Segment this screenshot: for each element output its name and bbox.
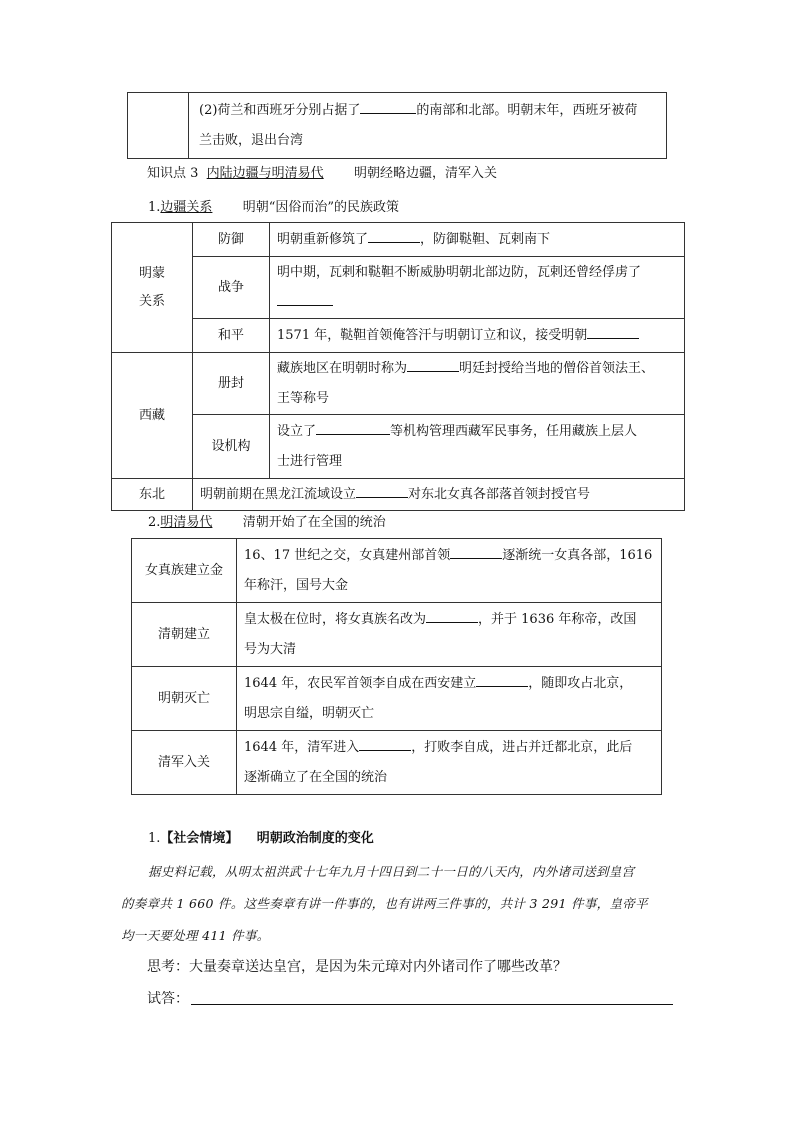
qing-row-label: 女真族建立金 xyxy=(132,539,237,603)
qing-text-2: 逐渐统一女真各部，1616 xyxy=(502,547,653,563)
dongbei-text-2: 对东北女真各部落首领封授官号 xyxy=(408,486,591,502)
qing-text-3: 年称汗，国号大金 xyxy=(244,577,349,593)
qing-text-3: 号为大清 xyxy=(244,641,297,657)
qing-row-label: 清朝建立 xyxy=(132,603,237,667)
blank xyxy=(359,738,411,751)
social-paragraph-line-2: 的奏章共 1 660 件。这些奏章有讲一件事的，也有讲两三件事的，共计 3 291 件事，皇帝平 xyxy=(121,896,648,911)
top-table xyxy=(127,92,667,159)
top-text-3: 兰击败，退出台湾 xyxy=(199,132,304,148)
blank xyxy=(476,674,528,687)
shejigou-content xyxy=(270,415,685,479)
qing-text-2: ，打败李自成，进占并迁都北京，此后 xyxy=(411,739,633,755)
kp-title: 内陆边疆与明清易代 xyxy=(206,166,324,181)
shejigou-label: 设机构 xyxy=(193,415,270,479)
blank xyxy=(407,359,459,372)
blank xyxy=(587,326,639,339)
blank xyxy=(368,230,420,243)
ming-qing-table xyxy=(131,538,662,795)
top-text-2: 的南部和北部。明朝末年，西班牙被荷 xyxy=(416,102,638,118)
cefeng-text-2: 明廷封授给当地的僧俗首领法王、 xyxy=(459,360,655,376)
cefeng-text-3: 王等称号 xyxy=(277,390,330,406)
qing-text-1: 1644 年，农民军首领李自成在西安建立 xyxy=(244,675,477,691)
social-tag: 【社会情境】 xyxy=(160,831,239,846)
blank xyxy=(360,101,416,114)
border-relations-table xyxy=(111,222,685,511)
fangyu-label: 防御 xyxy=(193,223,270,257)
cefeng-content xyxy=(270,353,685,415)
sec2-num: 2. xyxy=(148,515,161,530)
qing-row-label: 明朝灭亡 xyxy=(132,667,237,731)
top-text-1: (2)荷兰和西班牙分别占据了 xyxy=(199,102,361,118)
shejigou-text-2: 等机构管理西藏军民事务，任用藏族上层人 xyxy=(390,423,638,439)
blank xyxy=(316,422,390,435)
social-paragraph-line-3: 均一天要处理 411 件事。 xyxy=(121,928,270,943)
cefeng-label: 册封 xyxy=(193,353,270,415)
qing-text-3: 明思宗自缢，明朝灭亡 xyxy=(244,705,375,721)
xizang-cell: 西藏 xyxy=(112,353,193,479)
qing-text-1: 16、17 世纪之交，女真建州部首领 xyxy=(244,547,451,563)
heping-content xyxy=(270,319,685,353)
answer-line[interactable] xyxy=(191,1003,673,1005)
blank xyxy=(356,485,408,498)
social-paragraph-line-1: 据史料记载，从明太祖洪武十七年九月十四日到二十一日的八天内，内外诸司送到皇宫 xyxy=(148,864,635,879)
qing-row-content xyxy=(237,667,662,731)
shejigou-text-3: 士进行管理 xyxy=(277,453,343,469)
blank xyxy=(277,293,333,306)
blank xyxy=(426,610,478,623)
qing-text-2: ，随即攻占北京， xyxy=(528,675,633,691)
sec2-title: 明清易代 xyxy=(160,515,213,530)
kp-subtitle: 明朝经略边疆，清军入关 xyxy=(353,166,497,181)
sec2-subtitle: 清朝开始了在全国的统治 xyxy=(242,515,386,530)
qing-row-content xyxy=(237,603,662,667)
social-title: 明朝政治制度的变化 xyxy=(256,831,374,846)
sec1-title: 边疆关系 xyxy=(160,200,213,215)
mingmeng-l2: 关系 xyxy=(138,293,165,309)
mingmeng-l1: 明蒙 xyxy=(138,265,165,281)
mingmeng-cell xyxy=(112,223,193,353)
qing-text-3: 逐渐确立了在全国的统治 xyxy=(244,769,388,785)
dongbei-content xyxy=(193,479,685,511)
shejigou-text-1: 设立了 xyxy=(277,423,317,439)
qing-row-label: 清军入关 xyxy=(132,731,237,795)
top-table-empty-cell xyxy=(128,93,189,159)
top-table-content xyxy=(189,93,667,159)
qing-text-1: 1644 年，清军进入 xyxy=(244,739,360,755)
qing-text-2: ，并于 1636 年称帝，改国 xyxy=(478,611,637,627)
zhanzheng-text-1: 明中期，瓦剌和鞑靼不断威胁明朝北部边防，瓦剌还曾经俘虏了 xyxy=(277,264,642,280)
heping-label: 和平 xyxy=(193,319,270,353)
qing-row-content xyxy=(237,731,662,795)
section-2-heading xyxy=(148,513,386,533)
dongbei-text-1: 明朝前期在黑龙江流域设立 xyxy=(200,486,357,502)
kp-prefix: 知识点 3 xyxy=(147,166,199,181)
answer-label: 试答： xyxy=(147,991,189,1007)
zhanzheng-label: 战争 xyxy=(193,257,270,319)
fangyu-content xyxy=(270,223,685,257)
sec1-num: 1. xyxy=(148,200,161,215)
qing-row-content xyxy=(237,539,662,603)
cefeng-text-1: 藏族地区在明朝时称为 xyxy=(277,360,408,376)
knowledge-point-heading xyxy=(147,164,497,184)
section-1-heading xyxy=(148,198,399,218)
fangyu-text-1: 明朝重新修筑了 xyxy=(277,231,369,247)
dongbei-cell: 东北 xyxy=(112,479,193,511)
qing-text-1: 皇太极在位时，将女真族名改为 xyxy=(244,611,427,627)
zhanzheng-content xyxy=(270,257,685,319)
sec1-subtitle: 明朝“因俗而治”的民族政策 xyxy=(242,200,399,215)
social-context-heading xyxy=(148,829,374,849)
blank xyxy=(450,546,502,559)
question-text: 思考：大量奏章送达皇宫，是因为朱元璋对内外诸司作了哪些改革？ xyxy=(147,959,567,975)
social-num: 1. xyxy=(148,831,161,846)
fangyu-text-2: ，防御鞑靼、瓦剌南下 xyxy=(420,231,551,247)
heping-text-1: 1571 年，鞑靼首领俺答汗与明朝订立和议，接受明朝 xyxy=(277,327,588,343)
